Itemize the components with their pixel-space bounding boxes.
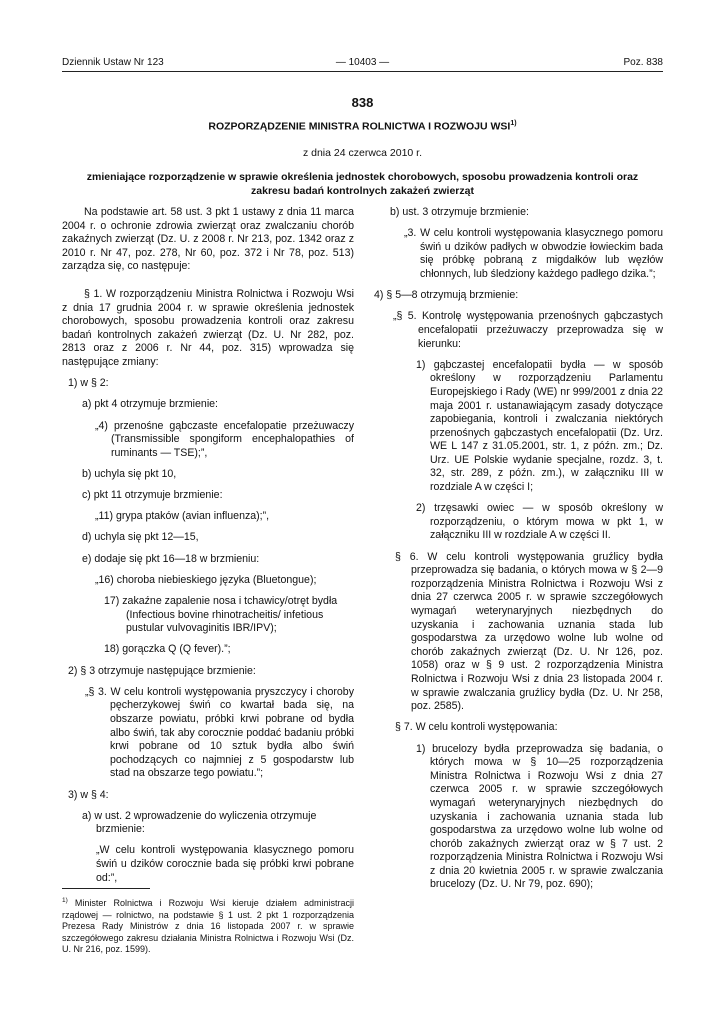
title-footnote-mark: 1)	[510, 120, 517, 127]
list-item: e) dodaje się pkt 16—18 w brzmieniu:	[82, 552, 260, 565]
list-item: a) pkt 4 otrzymuje brzmienie:	[82, 398, 219, 411]
list-item: 4) § 5—8 otrzymują brzmienie:	[374, 289, 519, 302]
regulation-date: z dnia 24 czerwca 2010 r.	[302, 147, 423, 159]
list-item: „§ 3. W celu kontroli występowania pryszczycy i choroby pęcherzykowej świń co kwartał bada się, na obszarze powiatu, próbki krwi pobrane od bydła albo świń, tak aby corocznie poddać badaniu próbki krwi pobrane od 10 sztuk bydła albo świń pochodzących co najmniej z 5 gospodarstw lub stad na obszarze tego powiatu.”;	[85, 685, 354, 780]
list-item: b) ust. 3 otrzymuje brzmienie:	[390, 206, 529, 218]
list-item: „16) choroba niebieskiego języka (Bluetongue);	[95, 573, 317, 586]
footnote-mark: 1)	[62, 897, 68, 904]
regulation-title-text: ROZPORZĄDZENIE MINISTRA ROLNICTWA I ROZWOJU WSI	[208, 120, 511, 133]
position-reference: Poz. 838	[623, 57, 663, 68]
section-1-paragraph: § 1. W rozporządzeniu Ministra Rolnictwa i Rozwoju Wsi z dnia 17 grudnia 2004 r. w sprawie określenia jednostek chorobowych, sposobu prowadzenia kontroli oraz zakresu badań kontrolnych zakażeń zwierząt (Dz. U. Nr 282, poz. 2813 oraz z 2006 r. Nr 44, poz. 315) wprowadza się następujące zmiany:	[62, 287, 354, 368]
list-item: „4) przenośne gąbczaste encefalopatie przeżuwaczy (Transmissible spongiform encephalopathies of ruminants — TSE);”,	[95, 419, 354, 459]
list-item: c) pkt 11 otrzymuje brzmienie:	[82, 489, 223, 502]
list-item: § 6. W celu kontroli występowania gruźlicy bydła przeprowadza się badania, o których mowa w § 2—9 rozporządzenia Ministra Rolnictwa i Rozwoju Wsi z dnia 27 czerwca 2005 r. w sprawie szczegółowych wymagań weterynaryjnych niezbędnych do uzyskania i zachowania uznania stada lub gospodarstwa za urzędowo wolne lub wolne od chorób zakaźnych zwierząt (Dz. U. Nr 126, poz. 1058) oraz w § 9 ust. 2 rozporządzenia Ministra Rolnictwa i Rozwoju Wsi z dnia 23 listopada 2004 r. w sprawie zwalczania gruźlicy bydła (Dz. U. Nr 258, poz. 2585).	[395, 550, 663, 713]
list-item: § 7. W celu kontroli występowania:	[395, 721, 558, 734]
list-item: „§ 5. Kontrolę występowania przenośnych gąbczastych encefalopatii przeżuwaczy przeprowadza się w kierunku:	[393, 310, 663, 350]
list-item: 18) gorączka Q (Q fever).”;	[104, 643, 231, 656]
position-number: 838	[351, 95, 374, 110]
list-item: 1) gąbczastej encefalopatii bydła — w sposób określony w rozporządzeniu Parlamentu Europejskiego i Rady (WE) nr 999/2001 z dnia 22 maja 2001 r. ustanawiającym zasady dotyczące zapobiegania, kontroli i zwalczania niektórych przenośnych gąbczastych encefalopatii (Dz. Urz. WE L 147 z 31.05.2001, str. 1, z późn. zm.; Dz. Urz. UE Polskie wydanie specjalne, rozdz. 3, t. 32, str. 289, z późn. zm.), w załączniku III w rozdziale A w części I;	[416, 358, 663, 494]
list-item: 3) w § 4:	[68, 788, 109, 801]
regulation-subtitle: zmieniające rozporządzenie w sprawie określenia jednostek chorobowych, sposobu prowadzenia kontroli oraz zakresu badań kontrolnych zakażeń zwierząt	[86, 171, 639, 197]
header-rule	[62, 71, 663, 72]
footnote-rule	[62, 888, 150, 889]
list-item: 17) zakaźne zapalenie nosa i tchawicy/otręt bydła (Infectious bovine rhinotracheitis/ infetious pustular vulvovaginitis IBR/IPV);	[104, 595, 338, 635]
list-item: „3. W celu kontroli występowania klasycznego pomoru świń u dzików padłych w obwodzie łowieckim bada się próbkę pobraną z migdałków lub węzłów chłonnych, lub śledziony każdego padłego dzika.”;	[404, 227, 663, 280]
page-number: — 10403 —	[335, 57, 390, 68]
journal-name: Dziennik Ustaw Nr 123	[62, 57, 164, 68]
list-item: 2) trzęsawki owiec — w sposób określony w rozporządzeniu, o którym mowa w pkt 1, w załączniku III w rozdziale A w części II.	[416, 502, 663, 542]
footnote	[62, 895, 354, 956]
left-column	[62, 206, 354, 893]
list-item: 2) § 3 otrzymuje następujące brzmienie:	[68, 664, 256, 677]
list-item: b) uchyla się pkt 10,	[82, 467, 177, 480]
footnote-text: Minister Rolnictwa i Rozwoju Wsi kieruje działem administracji rządowej — rolnictwo, na podstawie § 1 ust. 2 pkt 1 rozporządzenia Prezesa Rady Ministrów z dnia 16 listopada 2007 r. w sprawie szczegółowego zakresu działania Ministra Rolnictwa i Rozwoju Wsi (Dz. U. Nr 216, poz. 1599).	[62, 898, 354, 954]
list-item: „W celu kontroli występowania klasycznego pomoru świń u dzików corocznie bada się próbki krwi pobrane od:”,	[96, 844, 354, 884]
list-item: „11) grypa ptaków (avian influenza);”,	[95, 510, 270, 523]
list-item: d) uchyla się pkt 12—15,	[82, 531, 199, 544]
list-item: 1) brucelozy bydła przeprowadza się badania, o których mowa w § 10—25 rozporządzenia Ministra Rolnictwa i Rozwoju Wsi z dnia 27 czerwca 2005 r. w sprawie szczegółowych wymagań weterynaryjnych niezbędnych do uzyskania i zachowania uznania stada lub gospodarstwa za urzędowo wolne lub wolne od chorób zakaźnych zwierząt oraz w § 7 ust. 2 rozporządzenia Ministra Rolnictwa i Rozwoju Wsi z dnia 20 kwietnia 2005 r. w sprawie zwalczania brucelozy (Dz. U. Nr 79, poz. 690);	[416, 742, 663, 891]
list-item: 1) w § 2:	[68, 377, 109, 390]
regulation-title	[62, 120, 663, 133]
list-item: a) w ust. 2 wprowadzenie do wyliczenia otrzymuje brzmienie:	[82, 809, 317, 836]
right-column	[374, 206, 663, 900]
preamble-paragraph: Na podstawie art. 58 ust. 3 pkt 1 ustawy z dnia 11 marca 2004 r. o ochronie zdrowia zwierząt oraz zwalczaniu chorób zakaźnych zwierząt (Dz. U. z 2008 r. Nr 213, poz. 1342 oraz z 2010 r. Nr 47, poz. 278, Nr 60, poz. 372 i Nr 78, poz. 513) zarządza się, co następuje:	[62, 206, 354, 273]
